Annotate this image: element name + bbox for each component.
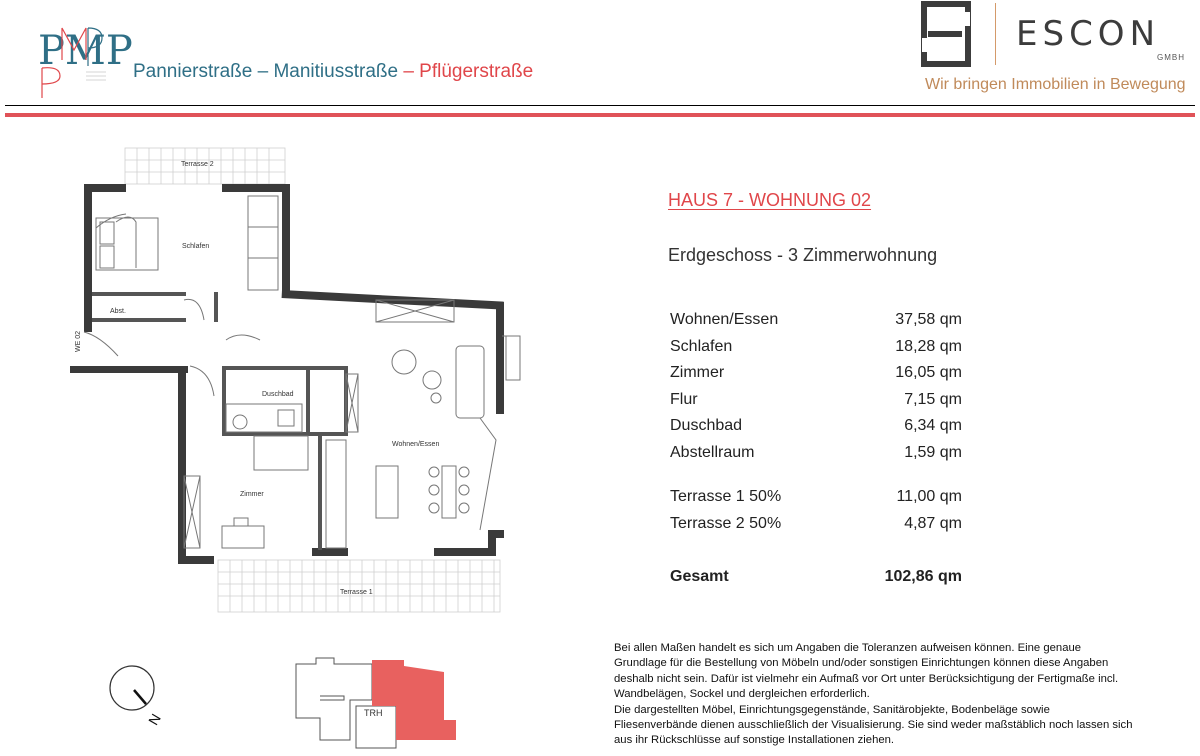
pmp-logo (38, 20, 133, 100)
room-row (670, 311, 962, 338)
plan-label-duschbad: Duschbad (262, 391, 294, 398)
room-value: 16,05 qm (895, 364, 962, 382)
escon-name: ESCON (1016, 14, 1160, 54)
room-area-list (670, 311, 962, 471)
disclaimer-paragraph-1: Bei allen Maßen handelt es sich um Angaben die Toleranzen aufweisen können. Eine genaue Grundlage für die Bestellung von Möbeln und/oder sonstigen Einrichtungen können diese Angaben deshalb nicht sein. Dafür ist vielmehr ein Aufmaß vor Ort unter Berücksichtigung der Fertigmaße incl. Wandbelägen, Sockel und dergleichen erforderlich. (614, 642, 1119, 701)
escon-divider (995, 3, 996, 65)
total-value: 102,86 qm (884, 568, 962, 585)
floor-description: Erdgeschoss - 3 Zimmerwohnung (668, 245, 938, 265)
terrace-row (670, 488, 962, 515)
escon-slogan: Wir bringen Immobilien in Bewegung (925, 76, 1186, 93)
room-row (670, 391, 962, 418)
total-label: Gesamt (670, 568, 729, 585)
room-label: Schlafen (670, 337, 733, 355)
escon-mark-icon (922, 2, 972, 68)
plan-label-schlafen: Schlafen (182, 243, 210, 250)
room-label: Flur (670, 390, 698, 408)
site-plan (280, 650, 470, 756)
room-row (670, 417, 962, 444)
plan-label-zimmer: Zimmer (240, 491, 264, 498)
room-label: Duschbad (670, 417, 743, 435)
room-row (670, 364, 962, 391)
terrace-value: 4,87 qm (904, 514, 962, 532)
streets-part1: Pannierstraße – Manitiusstraße (133, 61, 399, 82)
disclaimer-paragraph-2: Die dargestellten Möbel, Einrichtungsgegenstände, Sanitärobjekte, Bodenbeläge sowie Fliesenverbände dienen ausschließlich der Visualisierung. Sie sind weder maßstäblich noch lassen sich aus ihr Rückschlüsse auf sonstige Installationen ziehen. (614, 703, 1133, 747)
room-value: 7,15 qm (904, 390, 962, 408)
floor-plan (60, 140, 540, 620)
room-label: Zimmer (670, 364, 725, 382)
plan-label-abst: Abst. (110, 308, 126, 315)
room-label: Abstellraum (670, 443, 755, 461)
streets-part2: – Pflügerstraße (398, 61, 534, 82)
north-label: N (144, 710, 164, 728)
room-value: 37,58 qm (895, 311, 962, 328)
terrace-area-list (670, 488, 962, 541)
plan-label-wc: WE 02 (75, 330, 82, 352)
room-row (670, 338, 962, 365)
escon-suffix: GMBH (1157, 53, 1185, 62)
header-rule (5, 105, 1195, 106)
north-arrow (100, 660, 180, 730)
apartment-title: HAUS 7 - WOHNUNG 02 (668, 190, 872, 210)
terrace-value: 11,00 qm (896, 488, 962, 505)
room-row (670, 444, 962, 471)
room-label: Wohnen/Essen (670, 311, 779, 328)
terrace-label: Terrasse 1 50% (670, 488, 782, 505)
disclaimer (614, 641, 1134, 749)
plan-label-terrace2: Terrasse 2 (181, 161, 214, 168)
header-accent-rule (5, 113, 1195, 117)
terrace-row (670, 515, 962, 542)
project-streets (133, 61, 533, 83)
plan-label-terrace1: Terrasse 1 (340, 589, 373, 596)
pmp-logo-text: PMP (38, 28, 133, 74)
plan-label-wohnen: Wohnen/Essen (392, 441, 440, 448)
room-value: 1,59 qm (904, 443, 962, 461)
room-value: 18,28 qm (895, 337, 962, 355)
room-value: 6,34 qm (904, 417, 962, 435)
site-label-trh: TRH (364, 708, 383, 718)
terrace-label: Terrasse 2 50% (670, 514, 782, 532)
